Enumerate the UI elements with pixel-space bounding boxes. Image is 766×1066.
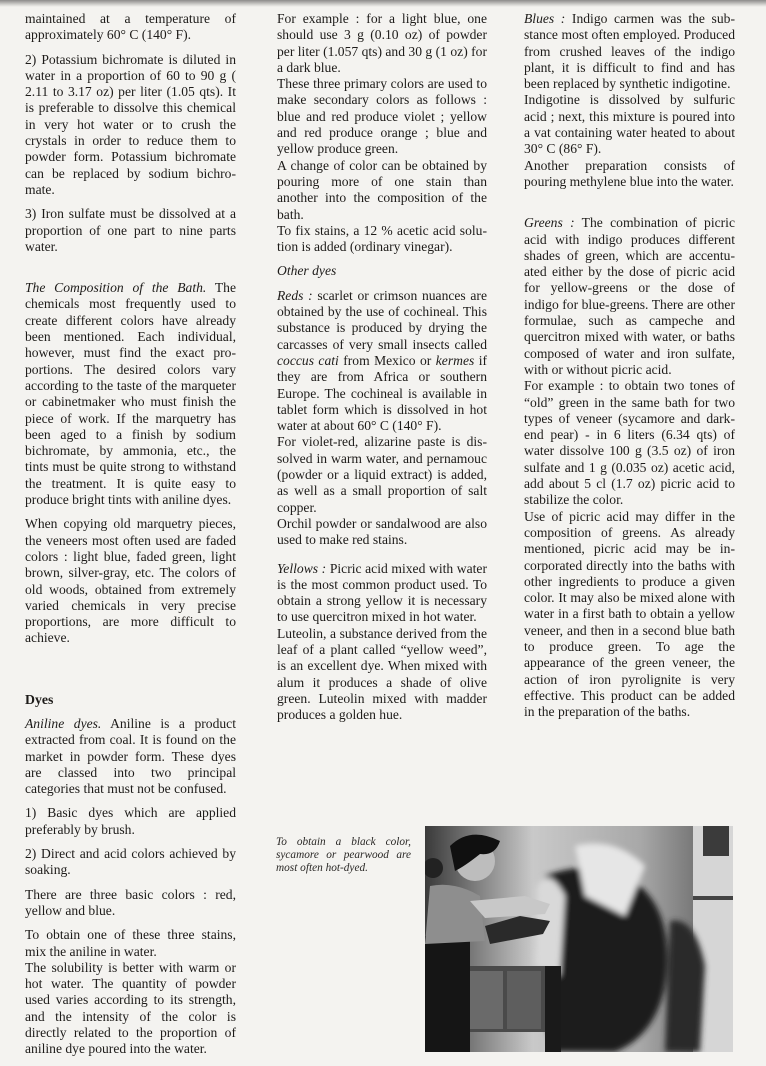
section-heading-dyes: Dyes [25, 691, 54, 707]
paragraph-greens [524, 215, 735, 378]
paragraph-blues [524, 11, 735, 92]
paragraph-violet-red: For violet-red, alizarine paste is dissolved in warm water, and pernamouc (powder or a liquid extract) is added, as well as a small proportion of salt copper. [277, 434, 487, 515]
paragraph-reds [277, 288, 487, 435]
paragraph-picric-acid-use: Use of picric acid may differ in the composition of greens. As already mentioned, picric acid may be incorporated directly into the baths with other ingredients to produce a given color. It may also be mixed alone with water in a first bath to obtain a yellow veneer, and then in a second blue bath to produce green. To age the appearance of the green veneer, the action of iron pyrolignite is very effective. This product can be added in the preparation of the baths. [524, 508, 735, 720]
paragraph-potassium-bichromate: 2) Potassium bichromate is diluted in water in a proportion of 60 to 90 g ( 2.11 to 3.17 oz) per liter (1.05 qts). It is preferable to dissolve this chemical in very hot water or to crush the crystals in order to reduce them to powder form. Potassium bichromate can be replaced by sodium bichromate. [25, 51, 236, 197]
yellows-text: Picric acid mixed with water is the most common product used. To obtain a strong yellow it is necessary to use quercitron mixed in hot water. [277, 560, 487, 625]
paragraph-secondary-colors: These three primary colors are used to make secondary colors as follows : blue and red produce violet ; yellow and red produce orange ; blue and yellow produce green. [277, 76, 487, 157]
run-in-heading-bath: The Composition of the Bath. [25, 280, 207, 296]
page-top-shadow [0, 0, 766, 7]
greens-text: The combination of picric acid with indigo produces different shades of green, which are accentuated either by the dose of picric acid for yellow-greens or the dose of indigo for blue-greens. There are other formulae, such as campeche and quercitron mixed with water, or baths composed of water and iron sulfate, with or without picric acid. [524, 215, 735, 377]
section-heading-other-dyes: Other dyes [277, 263, 337, 279]
run-in-heading-greens: Greens : [524, 215, 575, 231]
reds-text: scarlet or crimson nuances are obtained by the use of cochineal. This substance is produced by drying the carcasses of very small insects called [277, 287, 487, 352]
paragraph-orchil: Orchil powder or sandalwood are also used to make red stains. [277, 515, 487, 548]
photo-illustration [425, 826, 733, 1052]
paragraph-solubility: The solubility is better with warm or hot water. The quantity of powder used varies according to its strength, and the intensity of the color is directly related to the proportion of aniline dye poured into the water. [25, 959, 236, 1057]
paragraph-aniline-dyes [25, 716, 236, 797]
text-column-1 [25, 11, 236, 1066]
run-in-heading-reds: Reds : [277, 287, 313, 303]
paragraph-three-basic-colors: There are three basic colors : red, yellow and blue. [25, 886, 236, 918]
reds-text: from Mexico or [338, 352, 436, 368]
paragraph-obtain-stains: To obtain one of these three stains, mix the aniline in water. [25, 927, 236, 959]
spacer [25, 655, 236, 692]
paragraph-iron-sulfate: 3) Iron sulfate must be dissolved at a proportion of one part to nine parts water. [25, 206, 236, 254]
paragraph-temperature: maintained at a temperature of approximately 60° C (140° F). [25, 11, 236, 43]
blues-text: Indigo carmen was the substance most often employed. Produced from crushed leaves of the indigo plant, it is difficult to find and has been replaced by synthetic indigotine. [524, 11, 735, 92]
paragraph-luteolin: Luteolin, a substance derived from the leaf of a plant called “yellow weed”, is an excellent dye. When mixed with alum it produces a shade of olive green. Luteolin mixed with madder produces a golden hue. [277, 625, 487, 723]
run-in-heading-yellows: Yellows : [277, 560, 327, 576]
spacer [524, 198, 735, 215]
text-column-3 [524, 11, 735, 728]
paragraph-methylene-blue: Another preparation consists of pouring methylene blue into the water. [524, 157, 735, 189]
paragraph-fix-stains: To fix stains, a 12 % acetic acid solution is added (ordinary vinegar). [277, 222, 487, 255]
aniline-text: Aniline is a product extracted from coal. It is found on the market in powder form. These dyes are classed into two principal categories that must not be confused. [25, 715, 236, 797]
paragraph-change-of-color: A change of color can be obtained by pouring more of one stain than another into the composition of the bath. [277, 157, 487, 222]
photo-dyeing-veneers [425, 826, 733, 1052]
bath-text: The chemicals most frequently used to create different colors have already been mentioned. Each individual, however, must find the exact proportions. The desired colors vary according to the taste of the marqueter or cabinetmaker who must finish the piece of work. If the marquetry has been aged to a finish by sodium bichromate, by ammonia, etc., the tints must be quite strong to withstand the treatment. It is quite easy to produce bright tints with aniline dyes. [25, 280, 236, 508]
paragraph-yellows [277, 561, 487, 626]
reds-text: if they are from Africa or southern Europe. The cochineal is available in tablet form which is dissolved in hot water at about 60° C (140° F). [277, 352, 487, 434]
paragraph-composition-of-bath [25, 280, 236, 508]
run-in-heading-blues: Blues : [524, 11, 566, 26]
text-column-2 [277, 11, 487, 731]
term-kermes: kermes [435, 352, 475, 368]
paragraph-indigotine: Indigotine is dissolved by sulfuric acid ; next, this mixture is poured into a vat containing water heated to about 30° C (86° F). [524, 92, 735, 157]
paragraph-basic-dyes: 1) Basic dyes which are applied preferably by brush. [25, 805, 236, 837]
paragraph-old-green-example: For example : to obtain two tones of “old” green in the same bath for two types of veneer (sycamore and darkend pear) - in 6 liters (6.34 qts) of water dissolve 100 g (3.5 oz) of iron sulfate and 1 g (0.035 oz) acetic acid, add about 5 cl (1.7 oz) picric acid to stabilize the color. [524, 378, 735, 508]
paragraph-direct-acid-colors: 2) Direct and acid colors achieved by soaking. [25, 846, 236, 878]
term-coccus-cati: coccus cati [277, 352, 339, 368]
figure-caption: To obtain a black color, sycamore or pearwood are most often hot-dyed. [276, 836, 411, 875]
paragraph-light-blue-example: For example : for a light blue, one should use 3 g (0.10 oz) of powder per liter (1.057 qts) and 30 g (1 oz) for a dark blue. [277, 11, 487, 75]
run-in-heading-aniline: Aniline dyes. [25, 715, 102, 731]
paragraph-copying-old-marquetry: When copying old marquetry pieces, the veneers most often used are faded colors : light blue, faded green, light brown, silver-gray, etc. The colors of old woods, obtained from extremely varied chemicals in very precise proportions, are more difficult to achieve. [25, 516, 236, 646]
spacer [25, 263, 236, 280]
